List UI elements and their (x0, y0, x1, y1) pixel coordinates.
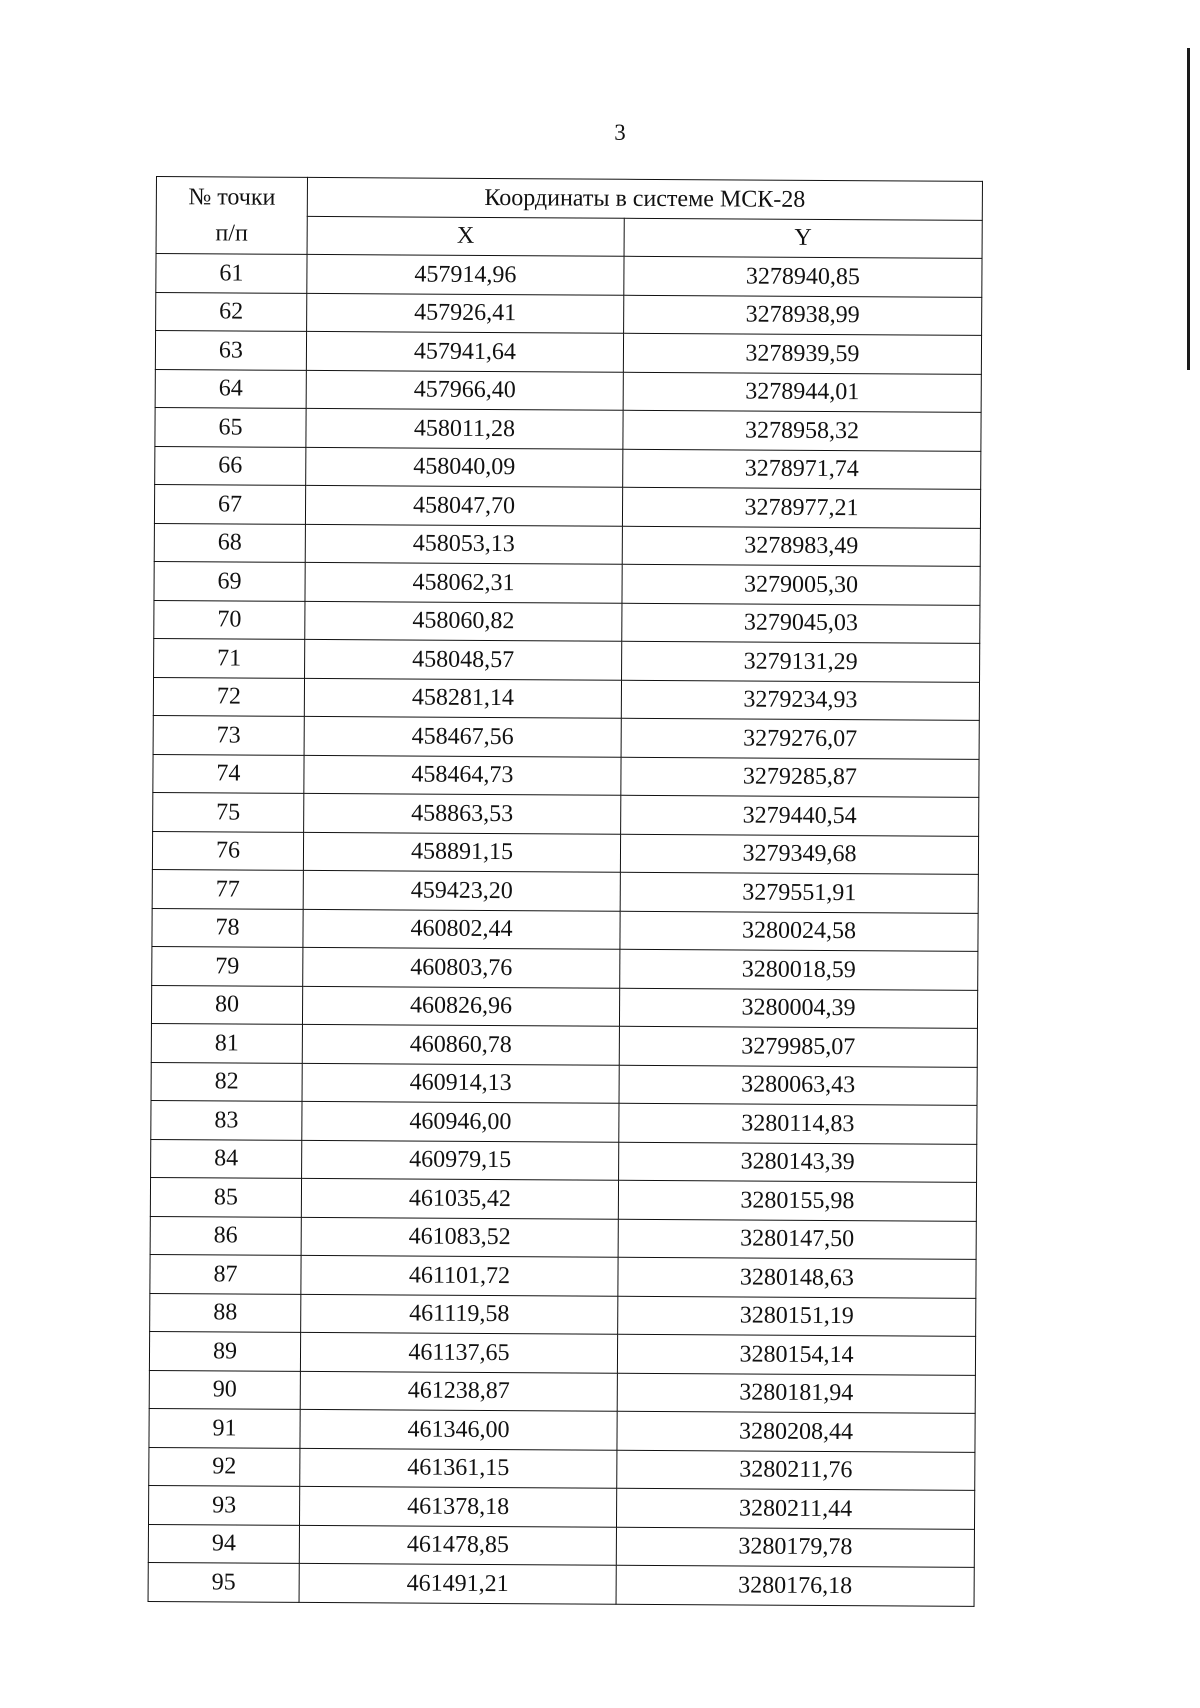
table-row (150, 1254, 976, 1297)
x-coordinate-cell: 461478,85 (299, 1525, 616, 1565)
y-coordinate-cell: 3280114,83 (619, 1103, 977, 1144)
point-number-cell: 92 (149, 1447, 300, 1486)
table-row (154, 523, 980, 566)
y-coordinate-cell: 3280004,39 (619, 988, 977, 1029)
y-coordinate-cell: 3279285,87 (621, 757, 979, 798)
x-coordinate-cell: 460803,76 (303, 947, 620, 987)
x-coordinate-cell: 461238,87 (300, 1371, 617, 1411)
column-x-header: X (307, 216, 624, 256)
coordinates-table (148, 176, 983, 1606)
x-coordinate-cell: 457926,41 (307, 293, 624, 333)
x-coordinate-cell: 460860,78 (302, 1024, 619, 1064)
point-number-cell: 75 (153, 792, 304, 831)
y-coordinate-cell: 3279551,91 (620, 872, 978, 913)
y-coordinate-cell: 3279440,54 (621, 795, 979, 836)
column-y-header: Y (624, 218, 982, 259)
y-coordinate-cell: 3279985,07 (619, 1026, 977, 1067)
x-coordinate-cell: 460914,13 (302, 1063, 619, 1103)
x-coordinate-cell: 458060,82 (305, 601, 622, 641)
x-coordinate-cell: 461119,58 (301, 1294, 618, 1334)
table-body (148, 254, 982, 1606)
table-row (150, 1293, 976, 1336)
point-number-cell: 65 (155, 407, 306, 446)
point-number-cell: 73 (153, 715, 304, 754)
x-coordinate-cell: 461361,15 (300, 1448, 617, 1488)
x-coordinate-cell: 460979,15 (302, 1140, 619, 1180)
x-coordinate-cell: 457966,40 (306, 370, 623, 410)
point-number-cell: 66 (155, 446, 306, 485)
table-row (153, 677, 979, 720)
y-coordinate-cell: 3280176,18 (616, 1565, 974, 1606)
table-row (156, 292, 982, 335)
table-row (149, 1331, 975, 1374)
table-row (155, 369, 981, 412)
point-number-cell: 94 (148, 1524, 299, 1563)
table-row (155, 446, 981, 489)
table-row (149, 1485, 975, 1528)
x-coordinate-cell: 458464,73 (304, 755, 621, 795)
x-coordinate-cell: 458863,53 (304, 793, 621, 833)
x-coordinate-cell: 461035,42 (301, 1178, 618, 1218)
x-coordinate-cell: 458281,14 (304, 678, 621, 718)
point-number-cell: 61 (156, 254, 307, 293)
y-coordinate-cell: 3279131,29 (622, 641, 980, 682)
point-number-cell: 71 (154, 638, 305, 677)
point-number-cell: 83 (151, 1100, 302, 1139)
y-coordinate-cell: 3279005,30 (622, 564, 980, 605)
y-coordinate-cell: 3278939,59 (623, 333, 981, 374)
table-row (151, 1100, 977, 1143)
x-coordinate-cell: 458011,28 (306, 408, 623, 448)
point-number-cell: 81 (151, 1023, 302, 1062)
x-coordinate-cell: 461346,00 (300, 1409, 617, 1449)
point-number-cell: 86 (150, 1216, 301, 1255)
y-coordinate-cell: 3280024,58 (620, 911, 978, 952)
point-number-cell: 93 (149, 1485, 300, 1524)
table-row (153, 792, 979, 835)
y-coordinate-cell: 3280151,19 (618, 1296, 976, 1337)
point-number-cell: 62 (156, 292, 307, 331)
point-number-header (156, 177, 307, 255)
y-coordinate-cell: 3278977,21 (622, 487, 980, 528)
y-coordinate-cell: 3278958,32 (623, 410, 981, 451)
scan-edge-mark (1187, 48, 1190, 370)
y-coordinate-cell: 3278938,99 (624, 295, 982, 336)
table-row (151, 1139, 977, 1182)
y-coordinate-cell: 3278971,74 (623, 449, 981, 490)
y-coordinate-cell: 3280211,76 (617, 1450, 975, 1491)
table-row (155, 331, 981, 374)
y-coordinate-cell: 3280018,59 (620, 949, 978, 990)
header-row-1 (156, 177, 982, 220)
y-coordinate-cell: 3280211,44 (616, 1488, 974, 1529)
y-coordinate-cell: 3279234,93 (621, 680, 979, 721)
point-number-cell: 70 (154, 600, 305, 639)
x-coordinate-cell: 458048,57 (305, 639, 622, 679)
table-row (154, 484, 980, 527)
point-number-cell: 85 (150, 1177, 301, 1216)
y-coordinate-cell: 3279045,03 (622, 603, 980, 644)
table-row (151, 1023, 977, 1066)
point-number-cell: 78 (152, 908, 303, 947)
y-coordinate-cell: 3280181,94 (617, 1373, 975, 1414)
y-coordinate-cell: 3278940,85 (624, 256, 982, 297)
y-coordinate-cell: 3280154,14 (617, 1334, 975, 1375)
table-row (151, 985, 977, 1028)
table-row (154, 638, 980, 681)
point-number-cell: 68 (154, 523, 305, 562)
y-coordinate-cell: 3280143,39 (619, 1142, 977, 1183)
table-header (156, 177, 982, 259)
point-number-cell: 89 (149, 1331, 300, 1370)
table-row (152, 831, 978, 874)
x-coordinate-cell: 461137,65 (300, 1332, 617, 1372)
table-row (154, 561, 980, 604)
point-number-cell: 84 (151, 1139, 302, 1178)
point-number-cell: 87 (150, 1254, 301, 1293)
table-row (152, 946, 978, 989)
table-row (154, 600, 980, 643)
point-number-cell: 77 (152, 869, 303, 908)
x-coordinate-cell: 460826,96 (302, 986, 619, 1026)
point-number-cell: 69 (154, 561, 305, 600)
y-coordinate-cell: 3280147,50 (618, 1219, 976, 1260)
x-coordinate-cell: 458891,15 (303, 832, 620, 872)
x-coordinate-cell: 461101,72 (301, 1255, 618, 1295)
x-coordinate-cell: 458467,56 (304, 716, 621, 756)
point-number-cell: 90 (149, 1370, 300, 1409)
table-row (149, 1408, 975, 1451)
x-coordinate-cell: 460802,44 (303, 909, 620, 949)
table-row (156, 254, 982, 297)
y-coordinate-cell: 3280063,43 (619, 1065, 977, 1106)
point-number-cell: 74 (153, 754, 304, 793)
table-row (148, 1524, 974, 1567)
point-number-cell: 79 (152, 946, 303, 985)
table-row (151, 1062, 977, 1105)
y-coordinate-cell: 3280155,98 (618, 1180, 976, 1221)
table-row (153, 754, 979, 797)
y-coordinate-cell: 3278983,49 (622, 526, 980, 567)
point-number-cell: 82 (151, 1062, 302, 1101)
x-coordinate-cell: 458047,70 (305, 485, 622, 525)
point-number-label: № точки (188, 184, 276, 211)
table-row (148, 1562, 974, 1605)
table-row (150, 1216, 976, 1259)
y-coordinate-cell: 3278944,01 (623, 372, 981, 413)
y-coordinate-cell: 3280179,78 (616, 1527, 974, 1568)
table-row (155, 407, 981, 450)
point-number-cell: 80 (151, 985, 302, 1024)
point-number-cell: 63 (155, 331, 306, 370)
x-coordinate-cell: 458040,09 (306, 447, 623, 487)
table-row (149, 1370, 975, 1413)
point-number-cell: 67 (154, 484, 305, 523)
point-number-cell: 91 (149, 1408, 300, 1447)
x-coordinate-cell: 457941,64 (306, 331, 623, 371)
point-number-cell: 76 (152, 831, 303, 870)
y-coordinate-cell: 3279349,68 (620, 834, 978, 875)
x-coordinate-cell: 461491,21 (299, 1563, 616, 1603)
x-coordinate-cell: 461378,18 (299, 1486, 616, 1526)
y-coordinate-cell: 3279276,07 (621, 718, 979, 759)
point-number-sublabel: п/п (215, 220, 248, 247)
x-coordinate-cell: 457914,96 (307, 254, 624, 294)
table-row (150, 1177, 976, 1220)
x-coordinate-cell: 458062,31 (305, 562, 622, 602)
table-row (152, 869, 978, 912)
y-coordinate-cell: 3280208,44 (617, 1411, 975, 1452)
point-number-cell: 88 (150, 1293, 301, 1332)
table-row (149, 1447, 975, 1490)
page-number: 3 (614, 120, 626, 145)
x-coordinate-cell: 458053,13 (305, 524, 622, 564)
x-coordinate-cell: 459423,20 (303, 870, 620, 910)
point-number-cell: 64 (155, 369, 306, 408)
y-coordinate-cell: 3280148,63 (618, 1257, 976, 1298)
x-coordinate-cell: 460946,00 (302, 1101, 619, 1141)
point-number-cell: 95 (148, 1562, 299, 1601)
coords-group-header: Координаты в системе МСК-28 (307, 177, 982, 220)
x-coordinate-cell: 461083,52 (301, 1217, 618, 1257)
table-row (152, 908, 978, 951)
point-number-cell: 72 (153, 677, 304, 716)
table-row (153, 715, 979, 758)
